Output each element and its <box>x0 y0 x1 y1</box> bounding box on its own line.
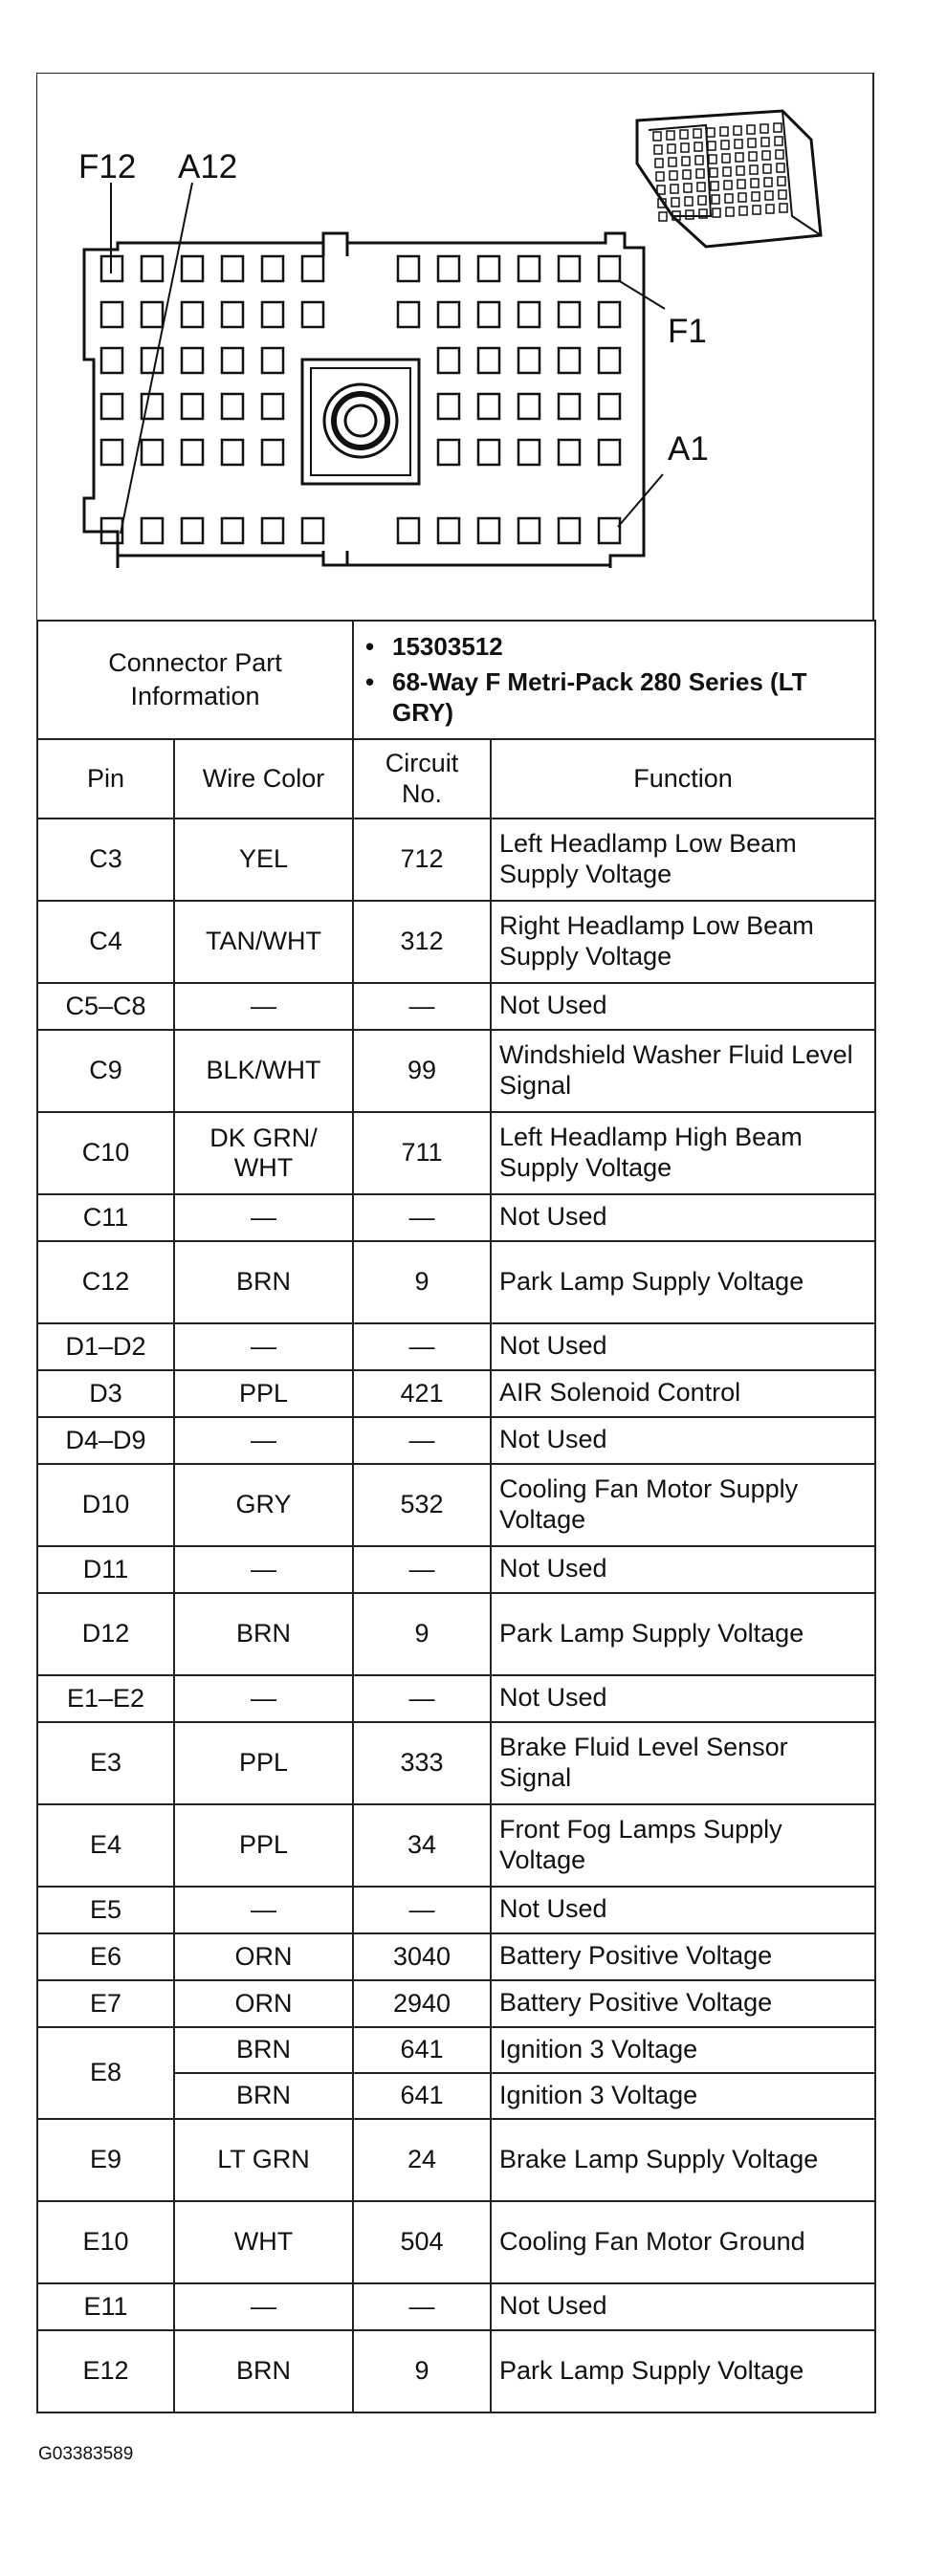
pin-cavity <box>262 440 283 465</box>
table-row <box>37 1980 875 2027</box>
center-latch <box>302 360 419 484</box>
table-row <box>37 901 875 983</box>
cell-function: Ignition 3 Voltage <box>491 2073 875 2119</box>
cell-circuit-no: — <box>353 1675 491 1722</box>
connector-face-drawing <box>36 73 874 620</box>
pin-cavity <box>182 348 203 373</box>
cell-pin: E7 <box>37 1980 174 2027</box>
column-header-wire-color: Wire Color <box>174 739 353 819</box>
cell-function: Park Lamp Supply Voltage <box>491 1593 875 1675</box>
thumbnail-cavity <box>736 153 743 162</box>
pin-cavity <box>101 348 122 373</box>
cell-circuit-no: — <box>353 1887 491 1933</box>
pin-cavity <box>302 518 323 543</box>
cell-pin: D11 <box>37 1546 174 1593</box>
cell-wire-color: ORN <box>174 1980 353 2027</box>
cell-function: Brake Lamp Supply Voltage <box>491 2119 875 2201</box>
cell-pin: E9 <box>37 2119 174 2201</box>
pin-cavity <box>302 302 323 327</box>
table-row <box>37 1804 875 1887</box>
pin-cavity <box>222 518 243 543</box>
pin-cavity <box>438 302 459 327</box>
cell-wire-color: — <box>174 1194 353 1241</box>
pin-cavity <box>478 518 499 543</box>
thumbnail-cavity <box>694 129 701 138</box>
part-number: • 15303512 <box>365 631 863 663</box>
thumbnail-cavity <box>710 168 717 177</box>
pin-cavity <box>398 256 419 281</box>
thumbnail-cavity <box>685 197 693 206</box>
cell-circuit-no: 9 <box>353 2330 491 2412</box>
cell-pin: C3 <box>37 819 174 901</box>
thumbnail-cavity <box>765 191 773 200</box>
cell-function: AIR Solenoid Control <box>491 1370 875 1417</box>
table-row <box>37 1112 875 1194</box>
cell-wire-color: PPL <box>174 1722 353 1804</box>
thumbnail-cavity <box>725 194 733 203</box>
pin-cavity <box>182 394 203 419</box>
cell-wire-color: WHT <box>174 2201 353 2283</box>
pin-cavity <box>599 256 620 281</box>
table-row <box>37 983 875 1030</box>
thumbnail-cavity <box>654 145 662 154</box>
thumbnail-cavity <box>764 178 772 186</box>
cell-circuit-no: — <box>353 1194 491 1241</box>
thumbnail-cavity <box>694 142 702 151</box>
cell-function: Not Used <box>491 1323 875 1370</box>
pin-cavity <box>518 302 540 327</box>
cell-wire-color: PPL <box>174 1804 353 1887</box>
table-row <box>37 1464 875 1546</box>
cell-circuit-no: 9 <box>353 1241 491 1323</box>
pin-cavity <box>518 348 540 373</box>
table-row <box>37 819 875 901</box>
cell-circuit-no: — <box>353 1546 491 1593</box>
pin-cavity <box>438 348 459 373</box>
thumbnail-cavity <box>683 170 691 179</box>
thumbnail-cavity <box>775 137 782 145</box>
thumbnail-cavity <box>762 151 770 160</box>
pin-cavity <box>302 256 323 281</box>
pin-cavity <box>262 302 283 327</box>
pin-cavity <box>559 440 580 465</box>
pin-cavity <box>478 348 499 373</box>
cell-wire-color: BRN <box>174 1241 353 1323</box>
connector-info-row <box>37 621 875 739</box>
cell-pin: C4 <box>37 901 174 983</box>
connector-page <box>36 73 874 2464</box>
figure-id: G03383589 <box>38 2444 134 2464</box>
thumbnail-cavity <box>669 158 676 166</box>
cell-wire-color: YEL <box>174 819 353 901</box>
thumbnail-cavity <box>723 167 731 176</box>
pin-cavity <box>559 394 580 419</box>
table-row <box>37 1593 875 1675</box>
thumbnail-cavity <box>684 184 692 192</box>
cell-wire-color: — <box>174 1323 353 1370</box>
pin-cavity <box>559 302 580 327</box>
cell-circuit-no: 312 <box>353 901 491 983</box>
table-row <box>37 1030 875 1112</box>
pin-cavity <box>262 348 283 373</box>
pin-cavity <box>518 440 540 465</box>
thumbnail-cavity <box>712 195 719 204</box>
thumbnail-cavity <box>738 193 746 202</box>
cell-circuit-no: 34 <box>353 1804 491 1887</box>
cell-function: Battery Positive Voltage <box>491 1933 875 1980</box>
connector-diagram <box>36 73 874 620</box>
cell-wire-color: PPL <box>174 1370 353 1417</box>
cell-pin: E10 <box>37 2201 174 2283</box>
connector-description: • 68-Way F Metri-Pack 280 Series (LT GRY) <box>365 666 863 729</box>
pin-cavity <box>398 518 419 543</box>
thumbnail-cavity <box>780 204 787 212</box>
cell-circuit-no: — <box>353 2283 491 2330</box>
cell-wire-color: ORN <box>174 1933 353 1980</box>
thumbnail-cavity <box>672 198 679 207</box>
cell-function: Left Headlamp Low Beam Supply Voltage <box>491 819 875 901</box>
thumbnail-cavity <box>760 124 768 133</box>
cell-pin: E8 <box>37 2027 174 2119</box>
cell-pin: E4 <box>37 1804 174 1887</box>
cell-pin: E5 <box>37 1887 174 1933</box>
pin-cavity <box>518 518 540 543</box>
pin-cavity <box>438 256 459 281</box>
cell-pin: E6 <box>37 1933 174 1980</box>
thumbnail-cavity <box>739 207 747 215</box>
pin-cavity <box>222 394 243 419</box>
thumbnail-cavity <box>774 123 782 132</box>
thumbnail-cavity <box>713 208 720 217</box>
cell-wire-color: BRN <box>174 1593 353 1675</box>
thumbnail-cavity <box>686 210 694 219</box>
pin-cavity <box>182 256 203 281</box>
thumbnail-cavity <box>653 132 661 141</box>
thumbnail-cavity <box>751 179 759 187</box>
cell-function: Ignition 3 Voltage <box>491 2027 875 2073</box>
thumbnail-cavity <box>721 141 729 149</box>
pin-cavity <box>142 302 163 327</box>
cell-wire-color: — <box>174 2283 353 2330</box>
thumbnail-cavity <box>695 156 703 164</box>
cell-circuit-no: 532 <box>353 1464 491 1546</box>
thumbnail-cavity <box>779 190 786 199</box>
pin-cavity <box>478 256 499 281</box>
pin-cavity <box>518 256 540 281</box>
table-row <box>37 1933 875 1980</box>
pin-cavity <box>262 394 283 419</box>
cell-wire-color: — <box>174 1546 353 1593</box>
cell-wire-color: — <box>174 983 353 1030</box>
thumbnail-cavity <box>711 182 718 190</box>
cell-pin: C5–C8 <box>37 983 174 1030</box>
thumbnail-cavity <box>709 155 716 164</box>
cell-circuit-no: 504 <box>353 2201 491 2283</box>
thumbnail-cavity <box>670 171 677 180</box>
cell-wire-color: BRN <box>174 2073 353 2119</box>
cell-function: Not Used <box>491 1546 875 1593</box>
cell-pin: D4–D9 <box>37 1417 174 1464</box>
cell-circuit-no: 641 <box>353 2073 491 2119</box>
cell-function: Not Used <box>491 1417 875 1464</box>
cell-wire-color: — <box>174 1675 353 1722</box>
pin-cavity <box>559 256 580 281</box>
cell-function: Left Headlamp High Beam Supply Voltage <box>491 1112 875 1194</box>
thumbnail-cavity <box>681 143 689 152</box>
table-row <box>37 1370 875 1417</box>
table-row <box>37 2027 875 2073</box>
pin-cavity <box>599 348 620 373</box>
cell-circuit-no: 2940 <box>353 1980 491 2027</box>
table-row <box>37 1675 875 1722</box>
pin-cavity <box>438 518 459 543</box>
thumbnail-cavity <box>708 142 716 150</box>
thumbnail-cavity <box>668 144 675 153</box>
table-row <box>37 2201 875 2283</box>
thumbnail-cavity <box>747 125 755 134</box>
label-a12: A12 <box>178 148 238 186</box>
thumbnail-cavity <box>750 165 758 174</box>
thumbnail-cavity <box>737 166 744 175</box>
cell-function: Not Used <box>491 1194 875 1241</box>
cell-pin: C12 <box>37 1241 174 1323</box>
thumbnail-cavity <box>667 131 674 140</box>
cell-circuit-no: 3040 <box>353 1933 491 1980</box>
cell-circuit-no: 712 <box>353 819 491 901</box>
pin-cavity <box>182 440 203 465</box>
cell-circuit-no: 641 <box>353 2027 491 2073</box>
pin-function-table <box>36 620 876 2413</box>
cell-circuit-no: — <box>353 1417 491 1464</box>
thumbnail-cavity <box>749 152 757 161</box>
cell-function: Windshield Washer Fluid Level Signal <box>491 1030 875 1112</box>
cell-function: Not Used <box>491 2283 875 2330</box>
table-row <box>37 1194 875 1241</box>
pin-cavity <box>599 440 620 465</box>
pin-cavity <box>398 302 419 327</box>
thumbnail-cavity <box>671 185 678 193</box>
column-header-row <box>37 739 875 819</box>
table-row <box>37 1417 875 1464</box>
pin-rows <box>37 819 875 2412</box>
thumbnail-cavity <box>766 205 774 213</box>
cell-circuit-no: 421 <box>353 1370 491 1417</box>
pin-cavity-grid <box>101 256 620 543</box>
cell-wire-color: — <box>174 1417 353 1464</box>
cell-circuit-no: 711 <box>353 1112 491 1194</box>
column-header-pin: Pin <box>37 739 174 819</box>
column-header-function: Function <box>491 739 875 819</box>
cell-function: Not Used <box>491 983 875 1030</box>
pin-cavity <box>262 256 283 281</box>
pin-cavity <box>478 394 499 419</box>
pin-cavity <box>101 440 122 465</box>
label-a1: A1 <box>668 430 709 468</box>
cell-pin: E12 <box>37 2330 174 2412</box>
table-row <box>37 2283 875 2330</box>
cell-wire-color: GRY <box>174 1464 353 1546</box>
thumbnail-cavity <box>698 196 706 205</box>
cell-function: Brake Fluid Level Sensor Signal <box>491 1722 875 1804</box>
thumbnail-cavity <box>752 192 760 201</box>
thumbnail-cavity <box>707 128 715 137</box>
cell-pin: D10 <box>37 1464 174 1546</box>
cell-circuit-no: — <box>353 1323 491 1370</box>
pin-cavity <box>142 256 163 281</box>
cell-circuit-no: 99 <box>353 1030 491 1112</box>
cell-function: Park Lamp Supply Voltage <box>491 1241 875 1323</box>
thumbnail-cavity <box>778 177 785 186</box>
thumbnail-cavity <box>753 206 760 214</box>
thumbnail-cavity <box>696 169 704 178</box>
cell-pin: D12 <box>37 1593 174 1675</box>
thumbnail-cavity <box>735 140 742 148</box>
cell-wire-color: TAN/WHT <box>174 901 353 983</box>
thumbnail-cavity <box>720 127 728 136</box>
cell-wire-color: BRN <box>174 2330 353 2412</box>
thumbnail-cavity <box>738 180 745 188</box>
thumbnail-cavity <box>659 212 667 221</box>
thumbnail-cavity <box>724 181 732 189</box>
pin-cavity <box>518 394 540 419</box>
cell-wire-color: BRN <box>174 2027 353 2073</box>
cell-pin: E1–E2 <box>37 1675 174 1722</box>
pin-cavity <box>478 440 499 465</box>
pin-cavity <box>599 302 620 327</box>
pin-cavity <box>222 302 243 327</box>
thumbnail-cavity <box>776 150 783 159</box>
cell-pin: D1–D2 <box>37 1323 174 1370</box>
cell-wire-color: — <box>174 1887 353 1933</box>
pin-cavity <box>142 518 163 543</box>
table-row <box>37 2330 875 2412</box>
cell-wire-color: BLK/WHT <box>174 1030 353 1112</box>
cell-pin: E11 <box>37 2283 174 2330</box>
cell-function: Not Used <box>491 1675 875 1722</box>
cell-function: Right Headlamp Low Beam Supply Voltage <box>491 901 875 983</box>
table-row <box>37 1546 875 1593</box>
pin-cavity <box>222 440 243 465</box>
label-f1: F1 <box>668 313 707 350</box>
pin-cavity <box>599 394 620 419</box>
cell-wire-color: LT GRN <box>174 2119 353 2201</box>
thumbnail-cavity <box>748 139 756 147</box>
pin-cavity <box>599 518 620 543</box>
thumbnail-cavity <box>682 157 690 165</box>
pin-cavity <box>222 256 243 281</box>
thumbnail-cavity <box>777 164 784 172</box>
connector-part-info-values <box>353 621 875 739</box>
thumbnail-cavity <box>697 183 705 191</box>
table-row <box>37 1887 875 1933</box>
pin-cavity <box>559 348 580 373</box>
cell-function: Cooling Fan Motor Supply Voltage <box>491 1464 875 1546</box>
cell-pin: C11 <box>37 1194 174 1241</box>
cell-circuit-no: 333 <box>353 1722 491 1804</box>
table-row <box>37 1323 875 1370</box>
pin-cavity <box>559 518 580 543</box>
table-row <box>37 1722 875 1804</box>
pin-cavity <box>101 394 122 419</box>
cell-function: Battery Positive Voltage <box>491 1980 875 2027</box>
cell-circuit-no: — <box>353 983 491 1030</box>
pin-cavity <box>438 440 459 465</box>
pin-cavity <box>142 440 163 465</box>
connector-part-info-header: Connector Part Information <box>37 621 353 739</box>
pin-cavity <box>182 302 203 327</box>
cell-pin: C9 <box>37 1030 174 1112</box>
thumbnail-cavity <box>655 159 663 167</box>
connector-3d-view-icon <box>637 111 821 247</box>
pin-cavity <box>182 518 203 543</box>
label-f12: F12 <box>78 148 137 186</box>
pin-cavity <box>101 302 122 327</box>
thumbnail-cavity <box>734 126 741 135</box>
cell-pin: C10 <box>37 1112 174 1194</box>
cell-function: Cooling Fan Motor Ground <box>491 2201 875 2283</box>
thumbnail-cavity <box>763 164 771 173</box>
pin-cavity <box>478 302 499 327</box>
cell-pin: D3 <box>37 1370 174 1417</box>
column-header-circuit-no: Circuit No. <box>353 739 491 819</box>
cell-function: Front Fog Lamps Supply Voltage <box>491 1804 875 1887</box>
thumbnail-cavity <box>726 207 734 216</box>
pin-cavity <box>142 348 163 373</box>
table-row <box>37 2119 875 2201</box>
thumbnail-cavity <box>761 138 769 146</box>
pin-cavity <box>438 394 459 419</box>
cell-function: Park Lamp Supply Voltage <box>491 2330 875 2412</box>
cell-wire-color: DK GRN/ WHT <box>174 1112 353 1194</box>
cell-function: Not Used <box>491 1887 875 1933</box>
cell-pin: E3 <box>37 1722 174 1804</box>
thumbnail-cavity <box>722 154 730 163</box>
thumbnail-cavity <box>680 130 688 139</box>
cell-circuit-no: 24 <box>353 2119 491 2201</box>
cell-circuit-no: 9 <box>353 1593 491 1675</box>
table-row <box>37 1241 875 1323</box>
pin-cavity <box>222 348 243 373</box>
thumbnail-cavity <box>656 172 664 181</box>
pin-cavity <box>262 518 283 543</box>
